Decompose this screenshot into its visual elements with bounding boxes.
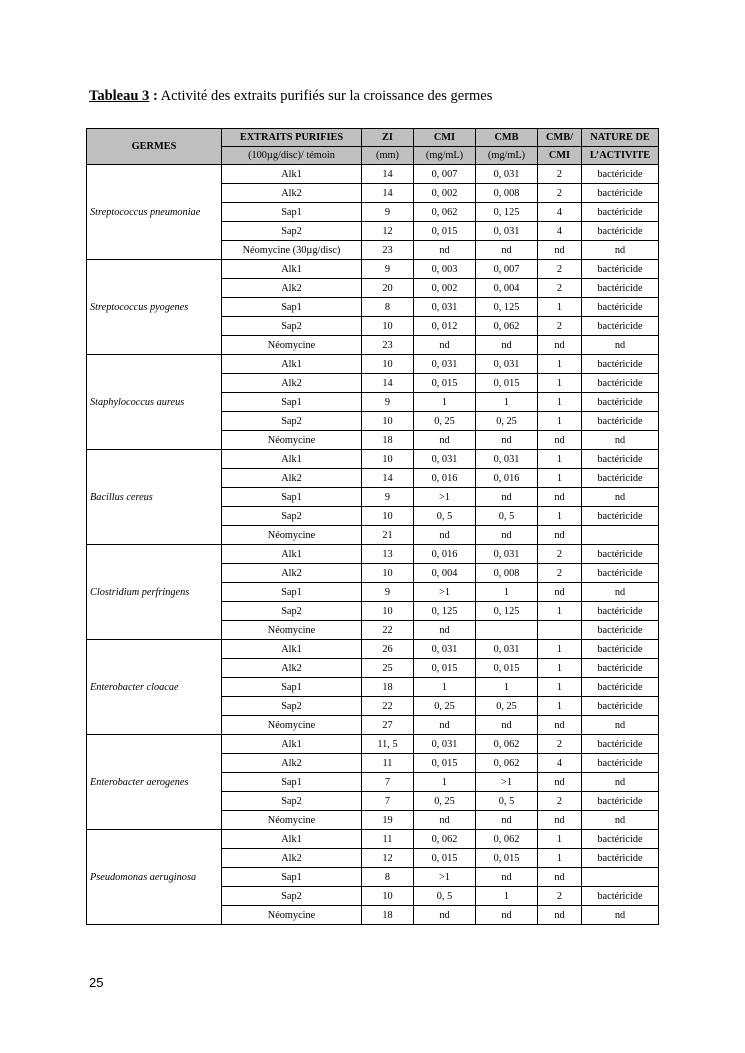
cmi-cell: 0, 25 [414, 792, 476, 811]
nature-cell: bactéricide [582, 507, 659, 526]
zi-cell: 14 [362, 374, 414, 393]
ratio-cell: 1 [538, 697, 582, 716]
zi-cell: 18 [362, 431, 414, 450]
extract-cell: Alk2 [222, 469, 362, 488]
ratio-cell: 1 [538, 678, 582, 697]
ratio-cell: 2 [538, 184, 582, 203]
cmi-cell: 0, 5 [414, 507, 476, 526]
nature-cell: nd [582, 431, 659, 450]
cmb-cell: nd [476, 336, 538, 355]
header-cmb: CMB [476, 129, 538, 147]
extract-cell: Alk1 [222, 165, 362, 184]
header-cmi: CMI [414, 129, 476, 147]
extract-cell: Néomycine [222, 621, 362, 640]
cmb-cell: 0, 062 [476, 317, 538, 336]
cmi-cell: 0, 25 [414, 697, 476, 716]
extract-cell: Sap1 [222, 678, 362, 697]
table-row [87, 355, 659, 374]
ratio-cell: nd [538, 773, 582, 792]
table-row [87, 450, 659, 469]
ratio-cell: 4 [538, 222, 582, 241]
ratio-cell: nd [538, 868, 582, 887]
cmb-cell: 1 [476, 678, 538, 697]
extract-cell: Alk2 [222, 374, 362, 393]
cmi-cell: >1 [414, 488, 476, 507]
nature-cell: nd [582, 488, 659, 507]
zi-cell: 8 [362, 298, 414, 317]
cmi-cell: 0, 003 [414, 260, 476, 279]
cmb-cell: 0, 125 [476, 203, 538, 222]
cmb-cell: 1 [476, 583, 538, 602]
germ-name-cell: Clostridium perfringens [87, 545, 222, 640]
cmb-cell: 0, 5 [476, 507, 538, 526]
ratio-cell: 4 [538, 754, 582, 773]
zi-cell: 25 [362, 659, 414, 678]
ratio-cell: 2 [538, 317, 582, 336]
table-row [87, 640, 659, 659]
zi-cell: 9 [362, 203, 414, 222]
ratio-cell: nd [538, 336, 582, 355]
cmb-cell: 0, 031 [476, 450, 538, 469]
zi-cell: 10 [362, 564, 414, 583]
ratio-cell: 1 [538, 393, 582, 412]
nature-cell: bactéricide [582, 621, 659, 640]
cmb-cell: nd [476, 431, 538, 450]
zi-cell: 13 [362, 545, 414, 564]
table-row [87, 165, 659, 184]
zi-cell: 9 [362, 260, 414, 279]
cmb-cell: 0, 016 [476, 469, 538, 488]
cmi-cell: >1 [414, 583, 476, 602]
nature-cell: bactéricide [582, 678, 659, 697]
cmb-cell: 0, 031 [476, 165, 538, 184]
germ-name-cell: Bacillus cereus [87, 450, 222, 545]
cmb-cell: 0, 007 [476, 260, 538, 279]
extract-cell: Alk1 [222, 640, 362, 659]
page-number: 25 [89, 975, 104, 990]
extract-cell: Alk1 [222, 545, 362, 564]
germ-name-cell: Streptococcus pyogenes [87, 260, 222, 355]
header-extraits-unit: (100µg/disc)/ témoin [222, 147, 362, 165]
zi-cell: 14 [362, 469, 414, 488]
zi-cell: 26 [362, 640, 414, 659]
extract-cell: Néomycine [222, 811, 362, 830]
nature-cell: bactéricide [582, 792, 659, 811]
zi-cell: 10 [362, 887, 414, 906]
cmi-cell: 0, 031 [414, 298, 476, 317]
extract-cell: Néomycine [222, 716, 362, 735]
cmi-cell: 0, 5 [414, 887, 476, 906]
extract-cell: Sap2 [222, 412, 362, 431]
cmi-cell: 0, 015 [414, 659, 476, 678]
nature-cell: bactéricide [582, 203, 659, 222]
ratio-cell: 1 [538, 507, 582, 526]
cmb-cell: 0, 062 [476, 830, 538, 849]
header-cmb-unit: (mg/mL) [476, 147, 538, 165]
nature-cell: nd [582, 716, 659, 735]
nature-cell: bactéricide [582, 165, 659, 184]
nature-cell: bactéricide [582, 393, 659, 412]
cmi-cell: 0, 002 [414, 184, 476, 203]
cmi-cell: 0, 012 [414, 317, 476, 336]
header-cmi-unit: (mg/mL) [414, 147, 476, 165]
zi-cell: 12 [362, 849, 414, 868]
extract-cell: Alk2 [222, 659, 362, 678]
cmb-cell: 0, 008 [476, 564, 538, 583]
nature-cell: bactéricide [582, 545, 659, 564]
nature-cell [582, 868, 659, 887]
cmb-cell: 0, 5 [476, 792, 538, 811]
ratio-cell: 2 [538, 564, 582, 583]
cmi-cell: 0, 007 [414, 165, 476, 184]
nature-cell: bactéricide [582, 887, 659, 906]
extract-cell: Sap1 [222, 298, 362, 317]
header-ratio-unit: CMI [538, 147, 582, 165]
cmi-cell: nd [414, 621, 476, 640]
extract-cell: Néomycine (30µg/disc) [222, 241, 362, 260]
header-ratio: CMB/ [538, 129, 582, 147]
ratio-cell: 2 [538, 887, 582, 906]
germ-name-cell: Pseudomonas aeruginosa [87, 830, 222, 925]
extract-cell: Sap2 [222, 317, 362, 336]
ratio-cell: nd [538, 583, 582, 602]
nature-cell: bactéricide [582, 260, 659, 279]
header-germes: GERMES [87, 129, 222, 165]
cmb-cell: 0, 031 [476, 640, 538, 659]
ratio-cell: 1 [538, 355, 582, 374]
header-zi-unit: (mm) [362, 147, 414, 165]
ratio-cell: 1 [538, 830, 582, 849]
zi-cell: 9 [362, 488, 414, 507]
extract-cell: Alk2 [222, 184, 362, 203]
cmb-cell: 1 [476, 887, 538, 906]
cmb-cell: 0, 125 [476, 298, 538, 317]
activity-table [86, 128, 659, 925]
zi-cell: 10 [362, 507, 414, 526]
zi-cell: 10 [362, 450, 414, 469]
cmi-cell: nd [414, 716, 476, 735]
cmi-cell: 1 [414, 393, 476, 412]
cmi-cell: 0, 031 [414, 735, 476, 754]
nature-cell: bactéricide [582, 602, 659, 621]
nature-cell: nd [582, 811, 659, 830]
table-caption-text: Activité des extraits purifiés sur la croissance des germes [157, 88, 493, 104]
extract-cell: Alk1 [222, 355, 362, 374]
ratio-cell: 2 [538, 545, 582, 564]
cmi-cell: 0, 031 [414, 450, 476, 469]
cmb-cell: nd [476, 868, 538, 887]
extract-cell: Sap1 [222, 773, 362, 792]
extract-cell: Sap2 [222, 792, 362, 811]
germ-name-cell: Enterobacter cloacae [87, 640, 222, 735]
zi-cell: 8 [362, 868, 414, 887]
table-row [87, 830, 659, 849]
nature-cell: bactéricide [582, 412, 659, 431]
extract-cell: Sap1 [222, 393, 362, 412]
zi-cell: 22 [362, 697, 414, 716]
cmi-cell: 0, 062 [414, 203, 476, 222]
zi-cell: 10 [362, 602, 414, 621]
table-body [87, 165, 659, 925]
cmb-cell: 0, 062 [476, 754, 538, 773]
zi-cell: 11 [362, 754, 414, 773]
ratio-cell: 1 [538, 412, 582, 431]
cmb-cell: 0, 031 [476, 355, 538, 374]
zi-cell: 14 [362, 184, 414, 203]
header-extraits: EXTRAITS PURIFIES [222, 129, 362, 147]
cmi-cell: nd [414, 241, 476, 260]
nature-cell: nd [582, 906, 659, 925]
extract-cell: Alk1 [222, 830, 362, 849]
ratio-cell: 2 [538, 792, 582, 811]
cmb-cell: 0, 015 [476, 849, 538, 868]
cmi-cell: 1 [414, 773, 476, 792]
nature-cell: nd [582, 336, 659, 355]
zi-cell: 27 [362, 716, 414, 735]
zi-cell: 12 [362, 222, 414, 241]
cmb-cell: 0, 031 [476, 545, 538, 564]
cmb-cell: nd [476, 716, 538, 735]
ratio-cell: 1 [538, 469, 582, 488]
nature-cell: bactéricide [582, 355, 659, 374]
cmb-cell: 0, 008 [476, 184, 538, 203]
extract-cell: Sap1 [222, 868, 362, 887]
nature-cell: nd [582, 773, 659, 792]
nature-cell: bactéricide [582, 659, 659, 678]
cmb-cell: 0, 25 [476, 697, 538, 716]
cmb-cell: 0, 015 [476, 659, 538, 678]
cmi-cell: 0, 004 [414, 564, 476, 583]
zi-cell: 20 [362, 279, 414, 298]
cmb-cell: 0, 062 [476, 735, 538, 754]
table-header [87, 129, 659, 165]
extract-cell: Sap2 [222, 602, 362, 621]
extract-cell: Alk1 [222, 260, 362, 279]
cmi-cell: nd [414, 336, 476, 355]
nature-cell: bactéricide [582, 469, 659, 488]
cmi-cell: nd [414, 811, 476, 830]
cmi-cell: 0, 031 [414, 640, 476, 659]
nature-cell: bactéricide [582, 279, 659, 298]
ratio-cell: nd [538, 241, 582, 260]
nature-cell: bactéricide [582, 735, 659, 754]
cmb-cell: 0, 125 [476, 602, 538, 621]
extract-cell: Alk2 [222, 754, 362, 773]
cmi-cell: 0, 016 [414, 545, 476, 564]
cmb-cell: nd [476, 526, 538, 545]
germ-name-cell: Enterobacter aerogenes [87, 735, 222, 830]
zi-cell: 11 [362, 830, 414, 849]
ratio-cell: 1 [538, 602, 582, 621]
ratio-cell: 1 [538, 374, 582, 393]
extract-cell: Alk1 [222, 735, 362, 754]
nature-cell: bactéricide [582, 754, 659, 773]
zi-cell: 21 [362, 526, 414, 545]
extract-cell: Alk2 [222, 849, 362, 868]
cmi-cell: 1 [414, 678, 476, 697]
nature-cell: bactéricide [582, 298, 659, 317]
cmb-cell: 0, 031 [476, 222, 538, 241]
germ-name-cell: Staphylococcus aureus [87, 355, 222, 450]
ratio-cell: 4 [538, 203, 582, 222]
zi-cell: 18 [362, 906, 414, 925]
nature-cell: bactéricide [582, 697, 659, 716]
cmb-cell [476, 621, 538, 640]
ratio-cell: 2 [538, 279, 582, 298]
zi-cell: 14 [362, 165, 414, 184]
table-caption-label: Tableau 3 [89, 88, 150, 104]
zi-cell: 23 [362, 336, 414, 355]
ratio-cell: nd [538, 811, 582, 830]
extract-cell: Sap1 [222, 488, 362, 507]
ratio-cell: 2 [538, 735, 582, 754]
nature-cell: bactéricide [582, 222, 659, 241]
cmi-cell: >1 [414, 868, 476, 887]
cmi-cell: 0, 062 [414, 830, 476, 849]
cmi-cell: nd [414, 526, 476, 545]
nature-cell: nd [582, 583, 659, 602]
extract-cell: Alk2 [222, 279, 362, 298]
header-zi: ZI [362, 129, 414, 147]
ratio-cell: nd [538, 906, 582, 925]
zi-cell: 10 [362, 317, 414, 336]
ratio-cell: 1 [538, 298, 582, 317]
nature-cell: bactéricide [582, 849, 659, 868]
extract-cell: Sap2 [222, 222, 362, 241]
cmi-cell: 0, 015 [414, 374, 476, 393]
extract-cell: Néomycine [222, 906, 362, 925]
extract-cell: Sap1 [222, 203, 362, 222]
ratio-cell: nd [538, 716, 582, 735]
extract-cell: Alk2 [222, 564, 362, 583]
zi-cell: 22 [362, 621, 414, 640]
extract-cell: Sap2 [222, 507, 362, 526]
extract-cell: Néomycine [222, 336, 362, 355]
ratio-cell: 1 [538, 450, 582, 469]
zi-cell: 7 [362, 773, 414, 792]
nature-cell: bactéricide [582, 830, 659, 849]
nature-cell: bactéricide [582, 374, 659, 393]
zi-cell: 10 [362, 355, 414, 374]
cmb-cell: nd [476, 811, 538, 830]
zi-cell: 11, 5 [362, 735, 414, 754]
extract-cell: Sap2 [222, 887, 362, 906]
cmi-cell: 0, 25 [414, 412, 476, 431]
ratio-cell: 1 [538, 640, 582, 659]
header-nature-unit: L’ACTIVITE [582, 147, 659, 165]
zi-cell: 18 [362, 678, 414, 697]
cmi-cell: 0, 031 [414, 355, 476, 374]
ratio-cell: 2 [538, 260, 582, 279]
extract-cell: Néomycine [222, 431, 362, 450]
nature-cell: bactéricide [582, 450, 659, 469]
cmb-cell: 0, 004 [476, 279, 538, 298]
ratio-cell: 2 [538, 165, 582, 184]
table-row [87, 260, 659, 279]
cmi-cell: nd [414, 431, 476, 450]
zi-cell: 10 [362, 412, 414, 431]
ratio-cell [538, 621, 582, 640]
cmi-cell: nd [414, 906, 476, 925]
nature-cell: bactéricide [582, 317, 659, 336]
ratio-cell: 1 [538, 849, 582, 868]
cmb-cell: nd [476, 488, 538, 507]
cmi-cell: 0, 015 [414, 754, 476, 773]
extract-cell: Néomycine [222, 526, 362, 545]
cmb-cell: nd [476, 241, 538, 260]
extract-cell: Alk1 [222, 450, 362, 469]
nature-cell: bactéricide [582, 564, 659, 583]
nature-cell: bactéricide [582, 184, 659, 203]
nature-cell [582, 526, 659, 545]
header-nature: NATURE DE [582, 129, 659, 147]
extract-cell: Sap1 [222, 583, 362, 602]
zi-cell: 9 [362, 583, 414, 602]
ratio-cell: nd [538, 431, 582, 450]
zi-cell: 7 [362, 792, 414, 811]
cmb-cell: nd [476, 906, 538, 925]
cmi-cell: 0, 015 [414, 222, 476, 241]
zi-cell: 9 [362, 393, 414, 412]
ratio-cell: nd [538, 488, 582, 507]
zi-cell: 19 [362, 811, 414, 830]
nature-cell: bactéricide [582, 640, 659, 659]
cmb-cell: 0, 015 [476, 374, 538, 393]
cmb-cell: >1 [476, 773, 538, 792]
zi-cell: 23 [362, 241, 414, 260]
table-caption [89, 88, 492, 105]
cmi-cell: 0, 016 [414, 469, 476, 488]
extract-cell: Sap2 [222, 697, 362, 716]
table-row [87, 735, 659, 754]
cmi-cell: 0, 002 [414, 279, 476, 298]
germ-name-cell: Streptococcus pneumoniae [87, 165, 222, 260]
cmi-cell: 0, 015 [414, 849, 476, 868]
cmb-cell: 1 [476, 393, 538, 412]
cmb-cell: 0, 25 [476, 412, 538, 431]
nature-cell: nd [582, 241, 659, 260]
ratio-cell: nd [538, 526, 582, 545]
cmi-cell: 0, 125 [414, 602, 476, 621]
table-row [87, 545, 659, 564]
table-caption-colon: : [149, 88, 158, 104]
ratio-cell: 1 [538, 659, 582, 678]
